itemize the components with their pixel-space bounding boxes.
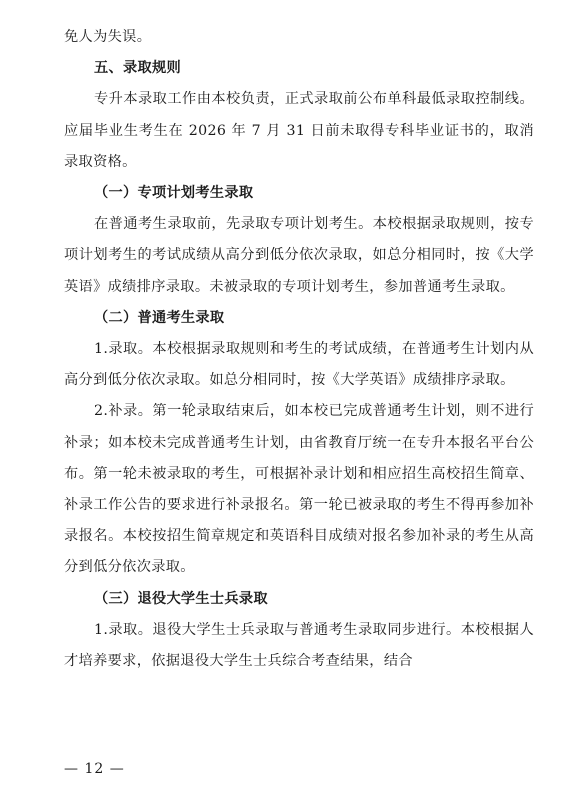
subsection-heading-veteran-students: （三）退役大学生士兵录取: [94, 590, 268, 607]
section-heading-admission-rules: 五、录取规则: [94, 60, 181, 77]
paragraph-regular-admission: 1.录取。本校根据录取规则和考生的考试成绩，在普通考生计划内从高分到低分依次录取。如总分相同时，按《大学英语》成绩排序录取。: [64, 341, 534, 389]
paragraph-admission-overview: 专升本录取工作由本校负责，正式录取前公布单科最低录取控制线。应届毕业生考生在 2026 年 7 月 31 日前未取得专科毕业证书的，取消录取资格。: [64, 91, 534, 170]
paragraph-supplementary-admission: 2.补录。第一轮录取结束后，如本校已完成普通考生计划，则不进行补录；如本校未完成普通考生计划，由省教育厅统一在专升本报名平台公布。第一轮未被录取的考生，可根据补录计划和相应招生高校招生简章、补录工作公告的要求进行补录报名。第一轮已被录取的考生不得再参加补录报名。本校按招生简章规定和英语科目成绩对报名参加补录的考生从高分到低分依次录取。: [64, 403, 534, 576]
subsection-heading-regular-students: （二）普通考生录取: [94, 309, 225, 326]
document-body: [64, 22, 534, 677]
paragraph-special-plan: 在普通考生录取前，先录取专项计划考生。本校根据录取规则，按专项计划考生的考试成绩从高分到低分依次录取，如总分相同时，按《大学英语》成绩排序录取。未被录取的专项计划考生，参加普通考生录取。: [64, 216, 534, 295]
paragraph-continuation: 免人为失误。: [64, 29, 152, 45]
subsection-heading-special-plan: （一）专项计划考生录取: [94, 185, 254, 202]
paragraph-veteran-admission: 1.录取。退役大学生士兵录取与普通考生录取同步进行。本校根据人才培养要求，依据退役大学生士兵综合考查结果，结合: [64, 621, 534, 670]
page-number: — 12 —: [64, 761, 125, 777]
